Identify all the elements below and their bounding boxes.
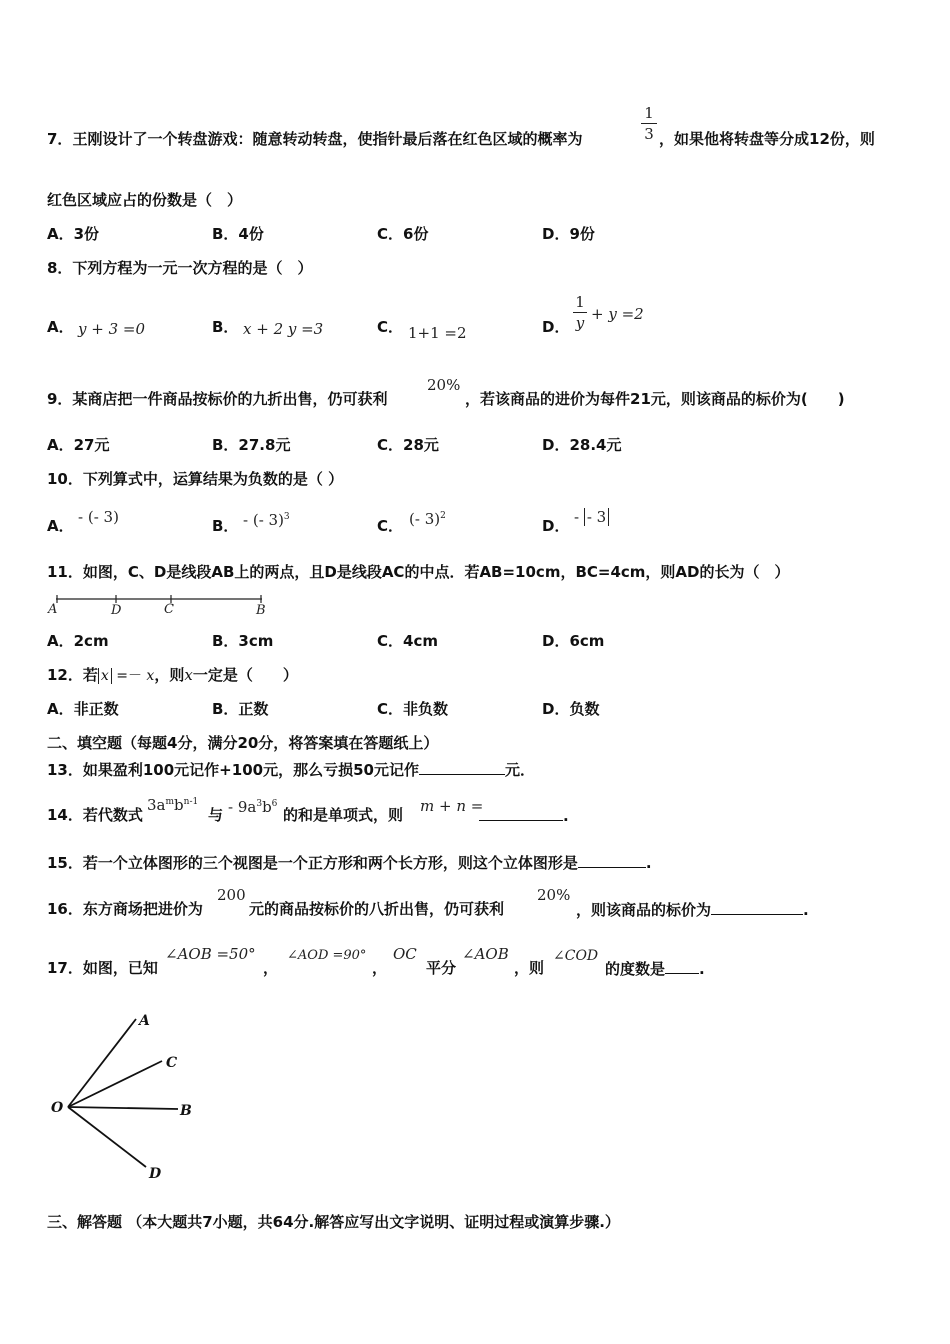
ray-ob <box>68 1107 178 1109</box>
q11-line-segment-figure <box>44 592 274 622</box>
q16-line-end <box>576 900 809 919</box>
q7-number: 7． <box>47 130 73 148</box>
q13-text-b: 元． <box>504 761 535 779</box>
q9-option-a: A．27元 <box>47 436 110 454</box>
q12-eq: =－ <box>116 668 142 684</box>
label-a: A <box>48 602 58 617</box>
q11-option-c: C．4cm <box>377 632 438 650</box>
q15-line <box>47 853 652 872</box>
q16-value-2: 20% <box>537 886 571 904</box>
q7-text-c: 红色区域应占的份数是（ ） <box>47 191 243 209</box>
q8-equation-d-fraction <box>573 293 587 332</box>
q10-expr-b-exp: 3 <box>283 512 290 522</box>
q14-blank-line <box>479 806 569 825</box>
q14-text-d: . <box>563 807 569 825</box>
q7-option-a: A．3份 <box>47 225 100 243</box>
q17-line-end <box>605 959 705 978</box>
q14-text-a: 14．若代数式 <box>47 806 143 824</box>
q17-answer-blank <box>665 959 699 974</box>
q14-text-c: 的和是单项式，则 <box>283 806 404 824</box>
q17-expr-3: OC <box>393 945 417 963</box>
q10-expr-c-base: (- 3) <box>409 510 441 528</box>
q7-text-b: ，如果他将转盘等分成12份，则 <box>659 130 875 148</box>
q12-text-b: ，则 <box>154 666 185 684</box>
q10-expr-b-base: - (- 3) <box>243 511 284 529</box>
q10-expr-d-abs: - 3 <box>584 508 609 526</box>
q11-stem: 11．如图，C、D是线段AB上的两点，且D是线段AC的中点．若AB=10cm，BC=4cm，则AD的长为（ ） <box>47 563 790 581</box>
q10-expr-a: - (- 3) <box>78 508 119 526</box>
q8-label-a: A． <box>47 318 74 336</box>
q14-m2-b: b <box>262 798 272 816</box>
q9-option-b: B．27.8元 <box>212 436 291 454</box>
q12-line <box>47 666 298 685</box>
q7-frac-den: 3 <box>644 125 654 143</box>
point-label-a: A <box>139 1013 150 1029</box>
q12-text-a: 12．若 <box>47 666 98 684</box>
q7-option-c: C．6份 <box>377 225 429 243</box>
point-label-d: D <box>149 1166 162 1182</box>
q9-option-c: C．28元 <box>377 436 439 454</box>
q17-angle-figure <box>44 1005 214 1190</box>
q14-expression: m + n = <box>420 797 484 815</box>
q8-label-b: B． <box>212 318 239 336</box>
q13-text-a: 13．如果盈利100元记作+100元，那么亏损50元记作 <box>47 761 419 779</box>
section-3-heading: 三、解答题 （本大题共7小题，共64分.解答应写出文字说明、证明过程或演算步骤.） <box>47 1213 620 1231</box>
q17-expr-4: ∠AOB <box>462 945 509 963</box>
q14-m1-exp2: n-1 <box>183 797 199 807</box>
q14-text-b: 与 <box>208 806 224 824</box>
q17-expr-2: ∠AOD =90° <box>287 948 367 963</box>
q15-text-b: . <box>645 854 652 872</box>
q16-text-a: 16．东方商场把进价为 <box>47 900 203 918</box>
q12-option-d: D．负数 <box>542 700 600 718</box>
q12-abs-x: x <box>98 668 112 684</box>
q8-d-den: y <box>575 314 585 332</box>
q8-equation-a: y + 3 =0 <box>78 320 146 338</box>
q10-stem: 10．下列算式中，运算结果为负数的是（ ） <box>47 470 344 488</box>
q7-option-d: D．9份 <box>542 225 595 243</box>
label-d: D <box>111 603 122 618</box>
q10-label-c: C． <box>377 517 404 535</box>
q17-expr-1: ∠AOB =50° <box>165 945 256 963</box>
q11-option-a: A．2cm <box>47 632 109 650</box>
q17-text-d: 的度数是 <box>605 960 666 978</box>
q11-option-d: D．6cm <box>542 632 605 650</box>
q8-equation-b: x + 2 y =3 <box>243 320 324 338</box>
q10-label-d: D． <box>542 517 570 535</box>
q17-text-e: . <box>699 960 705 978</box>
q17-text-b: 平分 <box>426 959 457 977</box>
q17-expr-5: ∠COD <box>553 948 599 964</box>
q17-sep-1: ， <box>263 959 279 977</box>
q10-expr-c <box>409 507 446 528</box>
label-b: B <box>256 603 266 618</box>
q16-text-b: 元的商品按标价的八折出售，仍可获利 <box>249 900 505 918</box>
point-label-c: C <box>166 1055 178 1071</box>
q12-option-b: B．正数 <box>212 700 269 718</box>
q10-expr-d-pre: - <box>574 508 584 526</box>
q14-m1-b: b <box>174 796 184 814</box>
q12-text-c: 一定是（ ） <box>192 666 298 684</box>
q7-frac-num: 1 <box>644 104 654 122</box>
point-label-b: B <box>180 1103 192 1119</box>
q17-text-c: ，则 <box>514 959 545 977</box>
q15-text-a: 15．若一个立体图形的三个视图是一个正方形和两个长方形，则这个立体图形是 <box>47 854 578 872</box>
q9-option-d: D．28.4元 <box>542 436 622 454</box>
q8-label-d: D． <box>542 318 570 336</box>
q16-text-d: . <box>803 901 809 919</box>
q12-x: x <box>146 668 155 684</box>
point-label-o: O <box>51 1100 64 1116</box>
q12-option-a: A．非正数 <box>47 700 119 718</box>
q8-label-c: C． <box>377 318 404 336</box>
q12-option-c: C．非负数 <box>377 700 449 718</box>
q10-expr-c-exp: 2 <box>440 511 446 521</box>
q14-m2-exp2: 6 <box>271 799 278 809</box>
label-c: C <box>164 602 174 617</box>
q7-option-b: B．4份 <box>212 225 264 243</box>
q10-expr-b <box>243 508 290 529</box>
q14-m2: - 9a <box>228 798 257 816</box>
q9-text-a: 9．某商店把一件商品按标价的九折出售，仍可获利 <box>47 390 388 408</box>
q14-monomial-2 <box>228 795 277 816</box>
q7-line1 <box>47 130 582 148</box>
ray-oc <box>68 1061 162 1107</box>
q9-percent: 20% <box>427 376 461 394</box>
q9-text-b: ，若该商品的进价为每件21元，则该商品的标价为( ) <box>465 390 845 408</box>
q16-answer-blank <box>711 900 803 915</box>
fraction-bar <box>573 312 587 313</box>
q12-x2: x <box>184 666 193 684</box>
q17-sep-2: ， <box>372 959 388 977</box>
q10-expr-d <box>574 508 609 526</box>
q17-text-a: 17．如图，已知 <box>47 959 158 977</box>
q11-option-b: B．3cm <box>212 632 274 650</box>
q13-line <box>47 760 535 779</box>
q7-text-a: 王刚设计了一个转盘游戏：随意转动转盘，使指针最后落在红色区域的概率为 <box>72 130 583 148</box>
section-2-heading: 二、填空题（每题4分，满分20分，将答案填在答题纸上） <box>47 734 439 752</box>
ray-od <box>68 1107 146 1167</box>
q14-m2-exp1: 3 <box>256 799 263 809</box>
q16-text-c: ，则该商品的标价为 <box>576 901 712 919</box>
q15-answer-blank <box>578 853 646 868</box>
q10-label-a: A． <box>47 517 74 535</box>
q14-m1-exp1: m <box>165 797 175 807</box>
q8-d-num: 1 <box>575 293 585 311</box>
ray-oa <box>68 1019 136 1107</box>
fraction-bar <box>641 123 657 124</box>
q8-equation-d-rest: + y =2 <box>591 305 644 323</box>
q14-m1: 3a <box>147 796 166 814</box>
q10-label-b: B． <box>212 517 239 535</box>
q8-stem: 8．下列方程为一元一次方程的是（ ） <box>47 259 313 277</box>
q14-monomial-1 <box>147 793 198 814</box>
q13-answer-blank <box>419 760 505 775</box>
q7-fraction <box>641 104 657 143</box>
q8-equation-c: 1+1 =2 <box>408 324 467 342</box>
q16-value-1: 200 <box>217 886 246 904</box>
q14-answer-blank <box>479 806 563 821</box>
